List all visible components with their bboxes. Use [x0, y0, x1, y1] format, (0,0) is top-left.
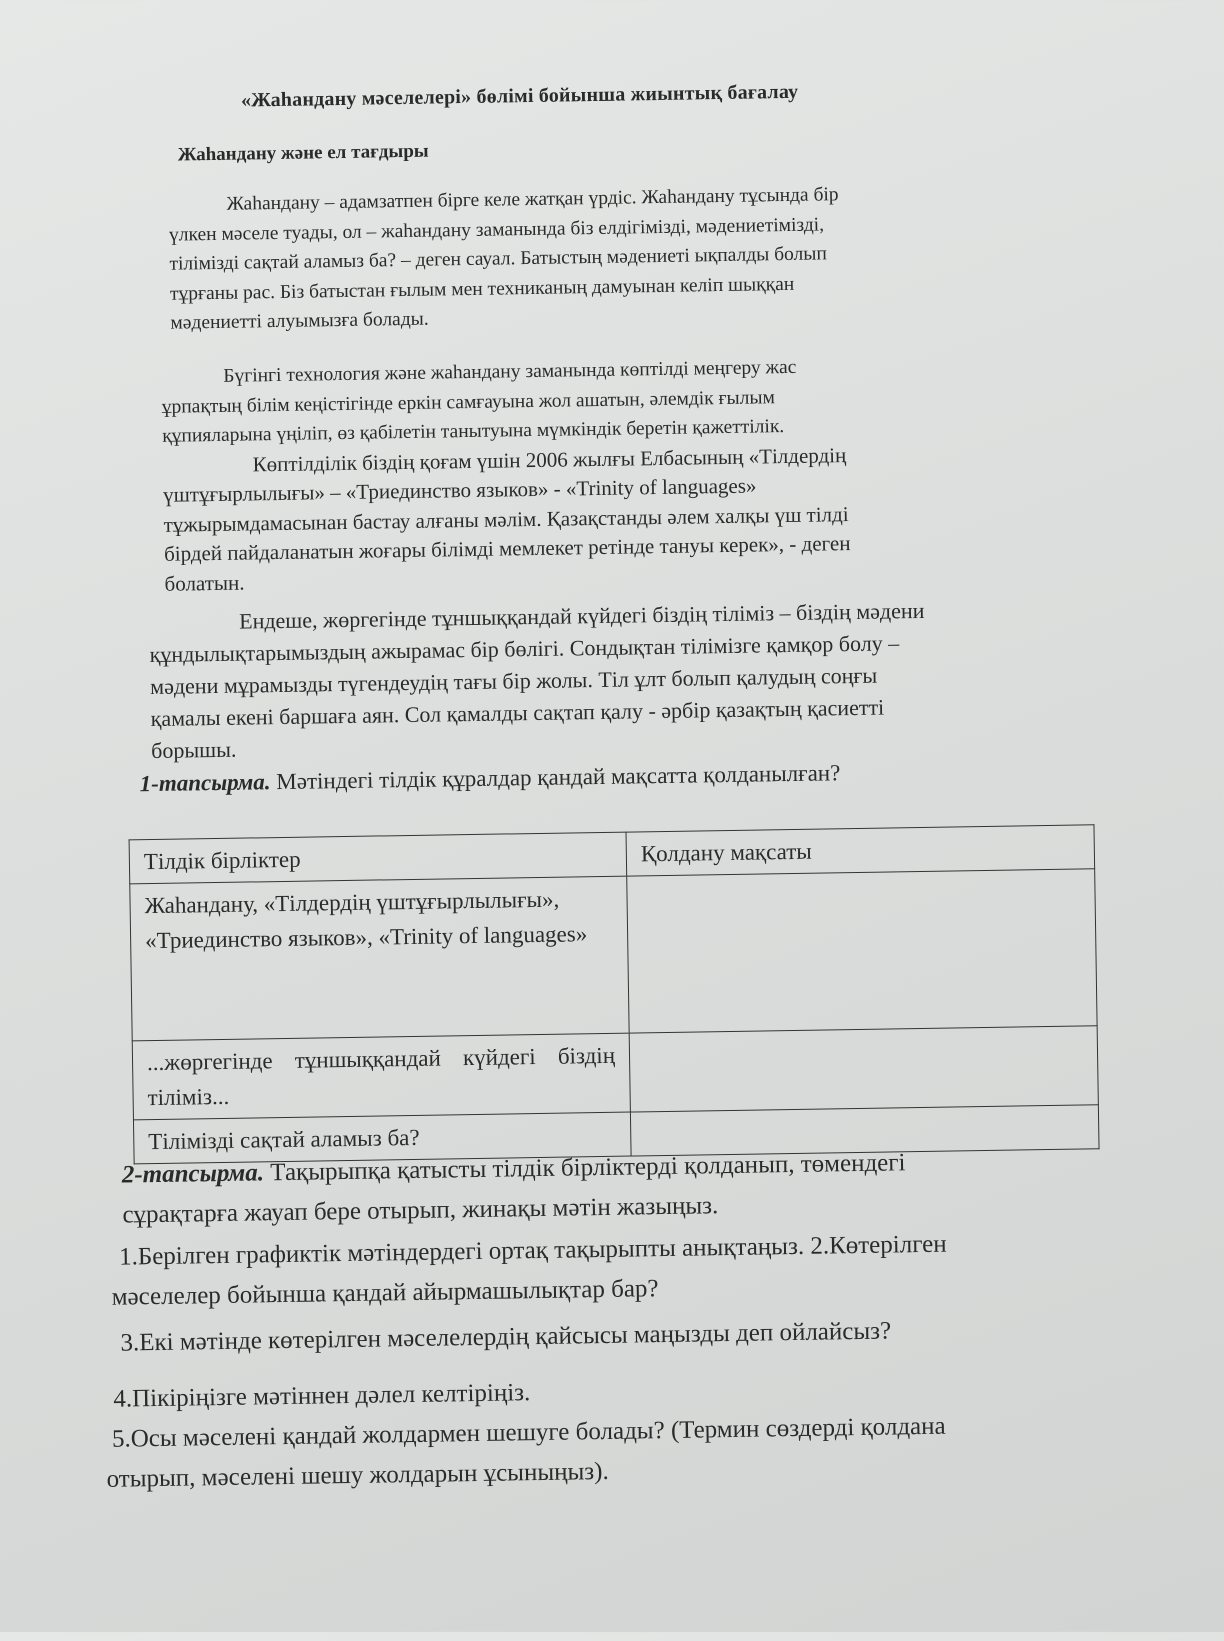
paragraph-line: тұрғаны рас. Біз батыстан ғылым мен техниканың дамуынан келіп шыққан — [169, 273, 795, 305]
paragraph-line: үштұғырлылығы» – «Триединство языков» - «Trinity of languages» — [162, 473, 757, 507]
question-line: 1.Берілген графиктік мәтіндердегі ортақ тақырыпты анықтаңыз. 2.Көтерілген — [118, 1230, 947, 1271]
question-line: отырып, мәселені шешу жолдарын ұсыныңыз). — [106, 1457, 609, 1493]
language-units-table — [129, 824, 1100, 1164]
question-1-2 — [111, 1225, 948, 1318]
paragraph-line: Жаһандану – адамзатпен бірге келе жатқан үрдіс. Жаһандану тұсында бір — [226, 184, 839, 215]
task-2-label: 2-тапсырма. — [121, 1159, 265, 1189]
page-title: «Жаһандану мәселелері» бөлімі бойынша жиынтық бағалау — [240, 80, 799, 112]
paragraph-line: борышы. — [150, 736, 237, 764]
paragraph-line: болатын. — [164, 570, 245, 596]
text-subtitle: Жаһандану және ел тағдыры — [177, 140, 429, 166]
task-2-prompt — [122, 1143, 907, 1235]
question-4: 4.Пікіріңізге мәтіннен дәлел келтіріңіз. — [113, 1379, 531, 1413]
paragraph-line: Ендеше, жөргегінде тұншыққандай күйдегі біздің тіліміз – біздің мәдени — [238, 597, 925, 634]
table-cell-unit: Жаһандану, «Тілдердің үштұғырлылығы», «Триединство языков», «Trinity of languages» — [130, 876, 629, 1041]
paragraph-line: қамалы екені баршаға аян. Сол қамалды сақтап қалу - әрбір қазақтың қасиетті — [150, 694, 885, 732]
paragraph-line: ұрпақтың білім кеңістігінде еркін самғауына жол ашатын, әлемдік ғылым — [161, 386, 776, 418]
task-1-text: Мәтіндегі тілдік құралдар қандай мақсатта қолданылған? — [270, 760, 841, 795]
question-3: 3.Екі мәтінде көтерілген мәселелердің қайсысы маңызды деп ойлайсыз? — [120, 1317, 892, 1357]
table-cell-unit: Тілімізді сақтай аламыз ба? — [133, 1112, 631, 1164]
question-line: мәселелер бойынша қандай айырмашылықтар бар? — [111, 1275, 659, 1311]
paragraph-line: тұжырымдамасынан бастау алғаны мәлім. Қазақстанды әлем халқы үш тілді — [163, 501, 849, 537]
paragraph-1 — [168, 180, 840, 338]
task-1-prompt — [139, 760, 840, 797]
paragraph-2 — [161, 352, 851, 599]
table-cell-answer[interactable] — [629, 1026, 1098, 1112]
paragraph-3 — [149, 595, 927, 767]
table-cell-unit: ...жөргегінде тұншыққандай күйдегі біздің тіліміз... — [132, 1033, 630, 1120]
paragraph-line: құндылықтарымыздың ажырамас бір бөлігі. Сондықтан тілімізге қамқор болу – — [149, 630, 900, 668]
table-row — [132, 1026, 1098, 1120]
question-line: 5.Осы мәселені қандай жолдармен шешуге болады? (Термин сөздерді қолдана — [111, 1412, 946, 1453]
paragraph-line: үлкен мәселе туады, ол – жаһандану заманында біз елдігімізді, мәдениетімізді, — [168, 213, 825, 246]
paragraph-line: бірдей пайдаланатын жоғары білімді мемлекет ретінде тануы керек», - деген — [163, 531, 851, 566]
task-2-line: сұрақтарға жауап бере отырып, жинақы мәтін жазыңыз. — [122, 1192, 719, 1229]
paragraph-line: мәдени мұрамызды түгендеудің тағы бір жолы. Тіл ұлт болып қалудың соңғы — [149, 662, 878, 700]
task-2-text: Тақырыпқа қатысты тілдік бірліктерді қолданып, төмендегі — [263, 1149, 906, 1187]
question-5 — [106, 1407, 947, 1500]
paragraph-line: құпияларына үңіліп, өз қабілетін танытуына мүмкіндік беретін қажеттілік. — [162, 416, 785, 447]
table-header-units: Тілдік бірліктер — [129, 832, 627, 884]
task-1-label: 1-тапсырма. — [139, 769, 271, 797]
paragraph-line: тілімізді сақтай аламыз ба? – деген сауал. Батыстың мәдениеті ықпалды болып — [169, 243, 828, 275]
paragraph-line: Бүгінгі технология және жаһандану заманында көптілді меңгеру жас — [223, 356, 797, 387]
paragraph-line: мәдениетті алуымызға болады. — [170, 308, 429, 334]
table-header-purpose: Қолдану мақсаты — [626, 825, 1095, 876]
table-row — [130, 869, 1097, 1041]
table-cell-answer[interactable] — [627, 869, 1097, 1033]
paragraph-line: Көптілділік біздің қоғам үшін 2006 жылғы Елбасының «Тілдердің — [252, 442, 847, 476]
